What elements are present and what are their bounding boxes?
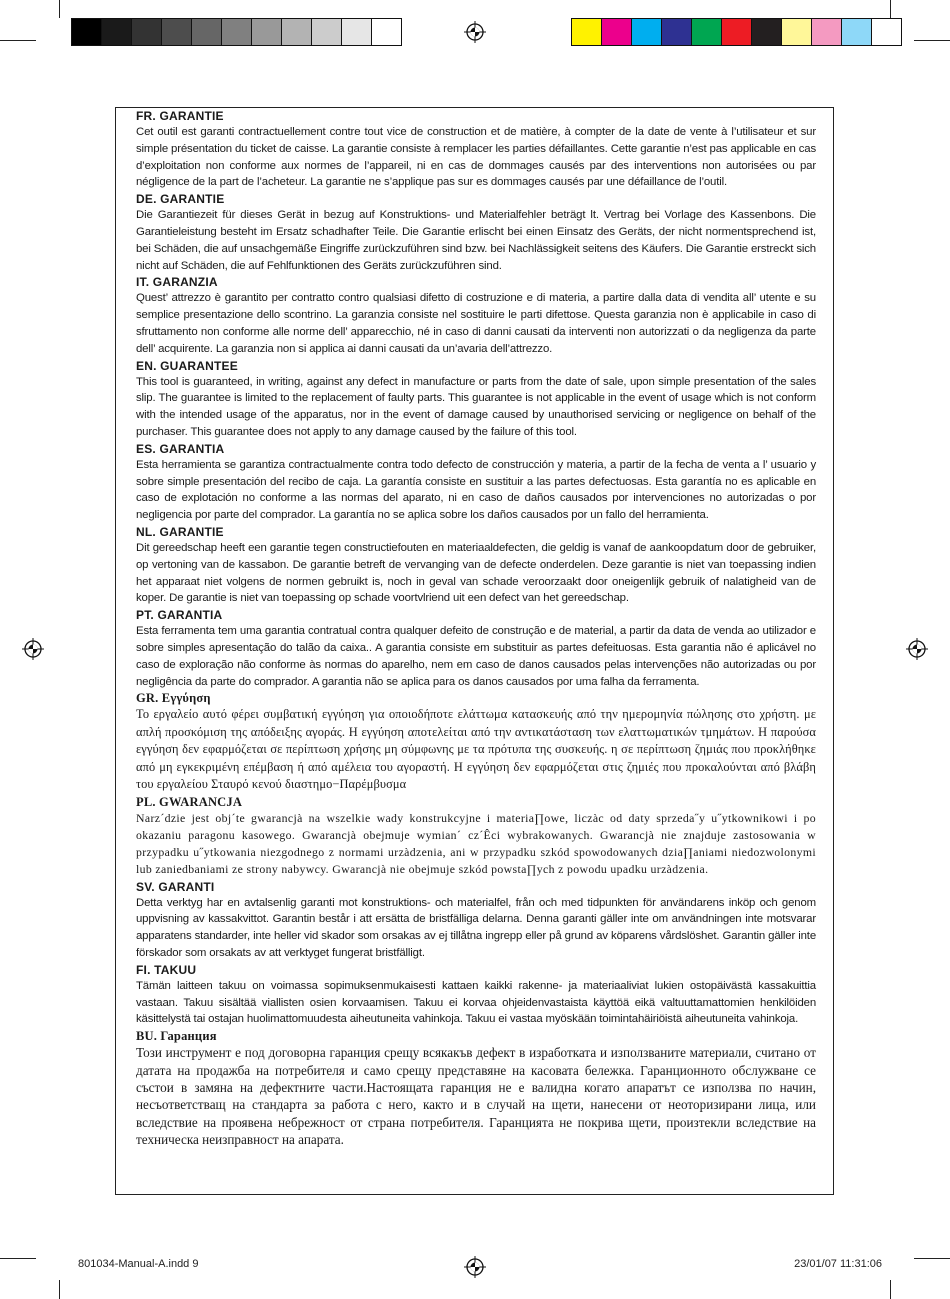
footer-file-name: 801034-Manual-A.indd 9 [78, 1258, 199, 1270]
crop-mark [914, 40, 950, 41]
color-swatch [571, 18, 602, 46]
section-body: Quest’ attrezzo è garantito per contratto contro qualsiasi difetto di costruzione e di materia, a partire dalla data di vendita all’ utente e su semplice presentazione dello scontrino. La garanzia consiste nel sostituire le parti difettose. Questa garanzia non è applicabile in caso di sfruttamento non conforme alle norme dell’ apparecchio, né in caso di danni causati da interventi non autorizzati o da negligenza da parte dell’ acquirente. La garanzia non si applica ai danni causati da un’avaria dell’attrezzo. [136, 292, 816, 355]
section-title: PT. GARANTIA [136, 608, 223, 623]
registration-mark-icon [906, 638, 928, 660]
color-swatch [841, 18, 872, 46]
section-title: ES. GARANTIA [136, 441, 225, 456]
section-title: FI. TAKUU [136, 962, 197, 977]
crop-mark [59, 1280, 60, 1299]
section-fr [136, 109, 816, 191]
color-swatch [811, 18, 842, 46]
color-swatch [71, 18, 102, 46]
section-body: Tämän laitteen takuu on voimassa sopimuksenmukaisesti kattaen kaikki rakenne- ja materiaaliviat lukien ostopäivästä kassakuittia vastaan. Takuu sisältää viallisten osien korvaamisen. Takuu ei korvaa ohjeidenvastaista käyttöä eikä valtuuttamattomien henkilöiden käsittelystä tai ostajan huolimattomuudesta aiheutuneita vahinkoja. Takuu ei vastaa myöskään toimintahäiriöistä aiheutuneita vahinkoja. [136, 979, 816, 1026]
grayscale-color-bar [71, 18, 401, 46]
section-body: This tool is guaranteed, in writing, against any defect in manufacture or parts from the date of sale, upon simple presentation of the sales slip. The guarantee is limited to the replacement of faulty parts. This guarantee is not applicable in the event of usage which is not conform with the intended usage of the apparatus, nor in the event of damage caused by unauthorised servicing or negligence on behalf of the purchaser. This guarantee does not apply to any damage caused by the failure of this tool. [136, 375, 816, 438]
crop-mark [890, 0, 891, 18]
section-body: Το εργαλείο αυτό φέρει συμβατική εγγύηση για οποιοδήποτε ελάττωμα κατασκευής από την ημερομηνία πώλησης στο χρήστη. με απλή προσκόμιση της απόδειξης αγοράς. Η εγγύηση αποτελείται από την αντικατάσταση των ελαττωματικών τμημάτων. Η παρούσα εγγύηση δεν εφαρμόζεται σε περίπτωση χρήσης μη σύμφωνης με τα πρότυπα της συσκευής. η σε περίπτωση ζημιάς που προκλήθηκε από μη εγκεκριμένη επέμβαση ή από αμέλεια του αγοραστή. Η εγγύηση δεν εφαρμόζεται στις ζημιές που προκαλούνται από βλάβη του εργαλείου Σταυρό κενού διαστημο−Παρέμβυσμα [136, 707, 816, 792]
section-it [136, 275, 816, 357]
crop-mark [890, 1280, 891, 1299]
section-bu [136, 1029, 816, 1148]
section-sv [136, 880, 816, 962]
section-pl [136, 795, 816, 879]
color-swatch [101, 18, 132, 46]
section-gr [136, 691, 816, 794]
color-swatch [751, 18, 782, 46]
section-nl [136, 525, 816, 607]
color-swatch [191, 18, 222, 46]
section-title: PL. GWARANCJA [136, 794, 243, 809]
color-swatch [311, 18, 342, 46]
section-title: GR. Εγγύηση [136, 691, 211, 706]
color-swatch [601, 18, 632, 46]
section-es [136, 442, 816, 524]
crop-mark [59, 0, 60, 18]
warranty-content [136, 108, 816, 1149]
section-body: Cet outil est garanti contractuellement contre tout vice de construction et de matière, à compter de la date de vente à l’utilisateur et sur simple présentation du ticket de caisse. La garantie consiste à remplacer les parties défaillantes. Cette garantie n’est pas applicable en cas d’exploitation non conforme aux normes de l’appareil, ni en cas de dommages causés par des interventions non autorisées ou par négligence de la part de l’acheteur. La garantie ne s’applique pas sur es dommages causés par une défaillance de l’outil. [136, 126, 816, 189]
section-body: Narz´dzie jest obj´te gwarancjà na wszelkie wady konstrukcyjne i materia∏owe, liczàc od daty sprzeda˝y u˝ytkownikowi i po okazaniu paragonu kasowego. Gwarancjà obejmuje wymian´ cz´Êci wybrakowanych. Gwarancjà nie znajduje zastosowania w przypadku u˝ytkowania niezgodnego z normami urzàdzenia, ani w przypadku szkód spowodowanych dzia∏aniami niedozwolonymi lub zaniedbaniami ze strony nabywcy. Gwarancjà nie obejmuje szkód powsta∏ych z powodu upadku urzàdzenia. [136, 810, 816, 877]
section-body: Die Garantiezeit für dieses Gerät in bezug auf Konstruktions- und Materialfehler beträgt lt. Vertrag bei Vorlage des Kassenbons. Die Garantieleistung besteht im Ersatz schadhafter Teile. Die Garantie erlischt bei einen Einsatz des Geräts, der nicht normentsprechend ist, bei Schäden, die auf unsachgemäße Eingriffe zurückzuführen sind bzw. bei Nachlässigkeit seitens des Käufers. Die Garantie erstreckt sich nicht auf Schäden, die auf Fehlfunktionen des Geräts zurückzuführen sind. [136, 209, 816, 272]
color-swatch [281, 18, 312, 46]
section-de [136, 192, 816, 274]
section-body: Detta verktyg har en avtalsenlig garanti mot konstruktions- och materialfel, från och med tidpunkten för användarens inköp och genom uppvisning av kassakvittot. Garantin består i att ersätta de bristfälliga delarna. Denna garanti gäller inte om användningen inte motsvarar apparatens standarder, inte heller vid skador som orsakas av ej tillåtna ingrepp eller på grund av köparens vårdslöshet. Garantin gäller inte förskador som orsakats av att verktyget fungerat bristfälligt. [136, 896, 816, 960]
color-swatch [631, 18, 662, 46]
registration-mark-icon [22, 638, 44, 660]
color-swatch [871, 18, 902, 46]
section-title: SV. GARANTI [136, 879, 215, 894]
section-title: FR. GARANTIE [136, 109, 224, 123]
section-title: NL. GARANTIE [136, 524, 224, 539]
crop-mark [914, 1258, 950, 1259]
crop-mark [0, 40, 36, 41]
color-swatch [131, 18, 162, 46]
color-swatch [721, 18, 752, 46]
registration-mark-icon [464, 21, 486, 43]
section-body: Този инструмент е под договорна гаранция срещу всякакъв дефект в изработката и използваните материали, считано от датата на продажба на потребителя и само срещу представяне на касовата бележка. Гаранционното обслужване се състои в замяна на дефектните части.Настоящата гаранция не е валидна когато апаратът се използва по начин, несъответстващ на стандарта за работа с него, както и в случай на щети, нанесени от неоторизирани лица, или вследствие на проявена небрежност от страна потребителя. Гаранцията не покрива щети, произтекли вследствие на техническа неизправност на апарата. [136, 1045, 816, 1148]
section-en [136, 359, 816, 441]
section-fi [136, 963, 816, 1028]
color-swatch [251, 18, 282, 46]
color-swatch [341, 18, 372, 46]
section-pt [136, 608, 816, 690]
section-title: BU. Гаранция [136, 1029, 217, 1044]
section-title: DE. GARANTIE [136, 192, 225, 207]
color-swatch [161, 18, 192, 46]
footer-timestamp: 23/01/07 11:31:06 [794, 1258, 882, 1270]
section-body: Dit gereedschap heeft een garantie tegen constructiefouten en materiaaldefecten, die geldig is vanaf de aankoopdatum door de gebruiker, op vertoning van de kassabon. De garantie betreft de vervanging van de defecte onderdelen. Deze garantie is niet van toepassing indien het apparaat niet volgens de normen gebruikt is, noch in geval van schade veroorzaakt door oneigenlijk gebruik of nalatigheid van de koper. De garantie is niet van toepassing op schade voortvlriend uit een defect van het gereedschap. [136, 541, 816, 605]
section-title: EN. GUARANTEE [136, 358, 238, 373]
registration-mark-icon [464, 1256, 486, 1278]
color-swatch [661, 18, 692, 46]
section-body: Esta ferramenta tem uma garantia contratual contra qualquer defeito de construção e de material, a partir da data de venda ao utilizador e sobre simples apresentação do talão da caixa.. A garantia consiste em substituir as partes defeituosas. Esta garantia não é aplicável no caso de exploração não conforme às normas do aparelho, nem em caso de danos causados pelas intervenções não autorizadas ou por negligência da parte do comprador. A garantia não se aplica para os danos causados por uma falha da ferramenta. [136, 625, 816, 688]
color-swatch [781, 18, 812, 46]
section-body: Esta herramienta se garantiza contractualmente contra todo defecto de construcción y materia, a partir de la fecha de venta a l’ usuario y sobre simple presentación del recibo de caja. La garantía consiste en sustituir a las partes defectuosas. Esta garantía no es aplicable en caso de explotación no conforme a las normas del aparato, ni en caso de daños causados por intervenciones no autorizadas o por negligencia por parte del comprador. La garantía no se aplica sobre los daños causados por un fallo del herramienta. [136, 458, 816, 522]
section-title: IT. GARANZIA [136, 275, 218, 290]
color-swatch [221, 18, 252, 46]
color-swatch [691, 18, 722, 46]
crop-mark [0, 1258, 36, 1259]
color-swatch [371, 18, 402, 46]
process-color-bar [571, 18, 901, 46]
